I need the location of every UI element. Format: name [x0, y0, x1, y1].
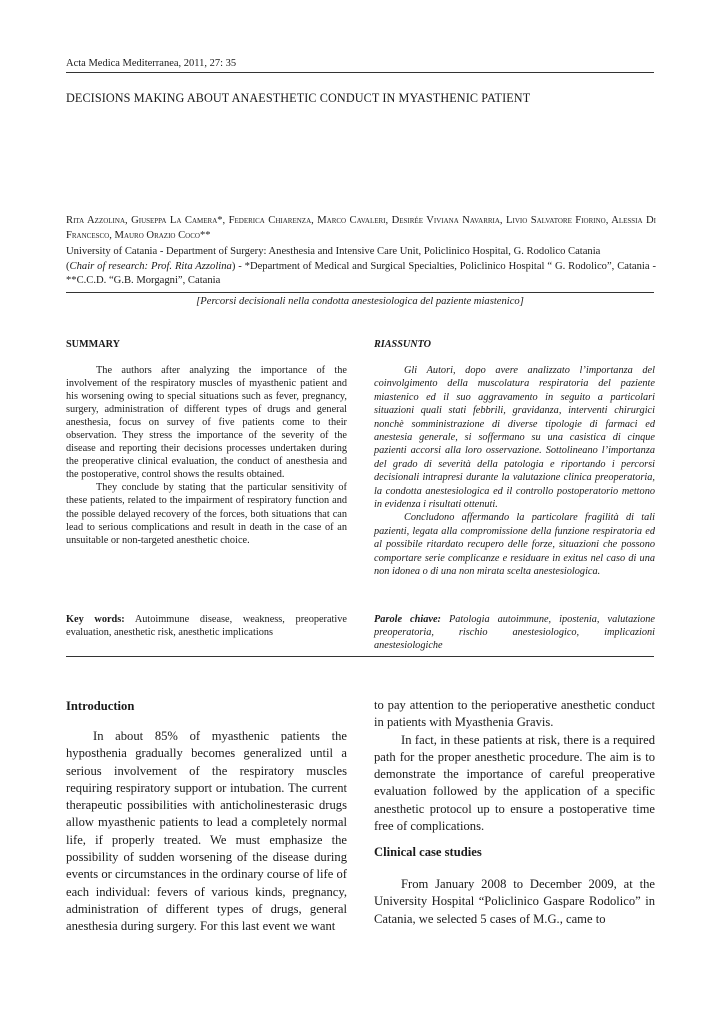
introduction-heading: Introduction	[66, 699, 135, 713]
keywords-label: Key words:	[66, 614, 125, 625]
introduction-paragraph-1: In about 85% of myasthenic patients the hyposthenia gradually becomes generalized until a serious involvement of the respiratory muscles requiring respiratory support or intubation. The current therapeutic possibilities with anticholinesterasic drugs allow myasthenic patients to lead a completely normal life, if properly treated. We must emphasize the possibility of sudden worsening of the disease during events or circumstances in the ordinary course of life of each individual: fevers of various kinds, pregnancy, administration of different types of drugs, general anesthesia during surgery. For this last event we want	[66, 729, 347, 934]
introduction-paragraph-1-continued: to pay attention to the perioperative anesthetic conduct in patients with Myasthenia Gravis.	[374, 698, 655, 730]
parole-chiave-label: Parole chiave:	[374, 614, 441, 625]
summary-paragraph-2: They conclude by stating that the particular sensitivity of these patients, related to the impairment of respiratory function and the possible delayed recovery of the forces, both situations that can lead to serious complications and result in death in the case of an unsuitable or non-targeted anesthetic choice.	[66, 482, 347, 546]
parole-chiave	[374, 613, 655, 653]
summary-paragraph-1: The authors after analyzing the importance of the involvement of the respiratory muscles of myasthenic patient and his worsening owing to special situations such as fever, pregnancy, surgery, administration of different types of drugs and general anesthesia, focus on survey of five patients come to their observation. They stress the importance of the severity of the disease and reporting their decisions processes undertaken during the preoperative clinical evaluation, the conduct of anesthesia and the postoperative, control shows the results obtained.	[66, 365, 347, 481]
journal-citation: Acta Medica Mediterranea, 2011, 27: 35	[66, 58, 237, 69]
italian-title: [Percorsi decisionali nella condotta anestesiologica del paziente miastenico]	[196, 296, 524, 307]
keywords	[66, 613, 347, 639]
affiliation-rule	[66, 292, 654, 293]
article-title: DECISIONS MAKING ABOUT ANAESTHETIC CONDUCT IN MYASTHENIC PATIENT	[66, 91, 531, 105]
affiliation-line-1: University of Catania - Department of Surgery: Anesthesia and Intensive Care Unit, Policlinico Hospital, G. Rodolico Catania	[66, 246, 601, 257]
author-list: Rita Azzolina, Giuseppa La Camera*, Federica Chiarenza, Marco Cavaleri, Desirée Viviana Navarria, Livio Salvatore Fiorino, Alessia Di Francesco, Mauro Orazio Coco**	[66, 215, 656, 241]
affiliation-chair: Chair of research: Prof. Rita Azzolina	[69, 260, 232, 272]
body-left-column	[66, 728, 347, 936]
clinical-cases-heading: Clinical case studies	[374, 845, 482, 859]
summary-heading: SUMMARY	[66, 339, 120, 350]
parole-chiave-list: Patologia autoimmune, ipostenia, valutazione preoperatoria, rischio anestesiologico, implicazioni anestesiologiche	[374, 614, 655, 652]
riassunto-text	[374, 364, 655, 579]
clinical-cases-text	[374, 876, 655, 928]
summary-text	[66, 364, 347, 547]
clinical-cases-paragraph-1: From January 2008 to December 2009, at the University Hospital “Policlinico Gaspare Rodolico” in Catania, we selected 5 cases of M.G., came to	[374, 877, 655, 926]
riassunto-paragraph-1: Gli Autori, dopo avere analizzato l’importanza del coinvolgimento della muscolatura respiratoria del paziente miastenico ed il suo aggravamento in seguito a particolari situazioni quali stati febbrili, gravidanza, interventi chirurgici nonchè somministrazione di diverse tipologie di farmaci ed anestesia generale, si soffermano su una casistica di cinque pazienti accorsi alla loro osservazione. Sottolineano l’importanza del grado di severità della patologia e riportando i percorsi decisionali intrapresi durante la valutazione clinica preoperatoria, la condotta anestesiologica ed il controllo postoperatorio mettono in evidenza i risultati ottenuti.	[374, 365, 655, 511]
abstract-rule	[66, 656, 654, 657]
introduction-paragraph-2: In fact, in these patients at risk, there is a required path for the proper anesthetic procedure. The aim is to demonstrate the importance of careful preoperative evaluation followed by the application of a specific anesthetic protocol up to ensure a postoperative time free of complications.	[374, 732, 655, 834]
body-right-column	[374, 697, 655, 835]
affiliations: University of Catania - Department of Surgery: Anesthesia and Intensive Care Unit, Policlinico Hospital, G. Rodolico Catania (Chair of research: Prof. Rita Azzolina) - *Department of Medical and Surgical Specialties, Policlinico Hospital “ G. Rodolico”, Catania - **C.C.D. “G.B. Morgagni”, Catania	[66, 246, 656, 286]
header-rule	[66, 72, 654, 73]
keywords-list: Autoimmune disease, weakness, preoperative evaluation, anesthetic risk, anesthetic implications	[66, 614, 347, 639]
riassunto-paragraph-2: Concludono affermando la particolare fragilità di tali pazienti, legata alla compromissione della funzione respiratoria ed al possibile ritardato recupero delle forze, situazioni che possono comportare serie complicanze e residuare in exitus nel caso di una non idonea o di una non mirata scelta anestesiologica.	[374, 512, 655, 578]
riassunto-heading: RIASSUNTO	[374, 339, 431, 350]
affiliation-line-2: - *Department of Medical and Surgical Specialties, Policlinico Hospital “ G. Rodolico”, Catania - **C.C.D. “G.B. Morgagni”, Catania	[66, 260, 656, 286]
